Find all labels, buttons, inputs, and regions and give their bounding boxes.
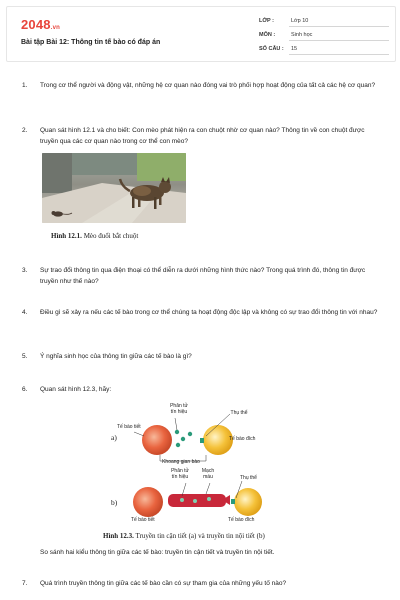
question-number: 6.	[22, 386, 28, 393]
signal-molecule	[188, 432, 192, 436]
signal-molecule	[180, 498, 184, 502]
logo-text: 2048	[21, 17, 51, 32]
question-number: 4.	[22, 309, 28, 316]
question-text: Quan sát hình 12.1 và cho biết: Con mèo phát hiện ra con chuột nhờ cơ quan nào? Thông tin về con chuột được truyền qua các cơ quan nào trong cơ thể con mèo?	[40, 127, 365, 145]
cat-mouse-illustration	[42, 153, 186, 223]
page-title: Bài tập Bài 12: Thông tin tế bào có đáp án	[21, 39, 161, 46]
diagram-b-label: b)	[111, 498, 118, 507]
meta-divider	[289, 54, 389, 55]
question-text: Ý nghĩa sinh học của thông tin giữa các tế bào là gì?	[40, 353, 192, 360]
meta-subject-label: MÔN :	[259, 32, 276, 38]
question-text: Trong cơ thể người và động vật, những hệ cơ quan nào đóng vai trò phối hợp hoạt động của tất cả các hệ cơ quan?	[40, 82, 376, 89]
signal-molecule	[207, 497, 211, 501]
question-number: 3.	[22, 267, 28, 274]
label-secreting-cell-b: Tế bào tiết	[131, 517, 155, 523]
figure-12-1-caption	[51, 232, 138, 240]
label-intercellular-space: Khoang gian bào	[162, 459, 200, 465]
meta-divider	[289, 40, 389, 41]
caption-text: Truyền tin cận tiết (a) và truyền tin nội tiết (b)	[133, 532, 265, 540]
meta-count-label: SỐ CÂU :	[259, 46, 284, 52]
question-text: Quan sát hình 12.3, hãy:	[40, 386, 112, 393]
question-number: 1.	[22, 82, 28, 89]
question-text: Điều gì sẽ xảy ra nếu các tế bào trong cơ thể chúng ta hoạt động độc lập và không có sự trao đổi thông tin với nhau?	[40, 309, 378, 316]
site-logo[interactable]	[21, 17, 60, 32]
meta-class-row	[259, 15, 389, 29]
caption-label: Hình 12.1.	[51, 232, 82, 240]
question-text: Sự trao đổi thông tin qua điện thoại có thể diễn ra dưới những hình thức nào? Trong quá trình đó, thông tin được truyền như thế nào?	[40, 267, 366, 285]
diagram-a-label: a)	[111, 433, 117, 442]
meta-info	[259, 15, 389, 57]
question-number: 7.	[22, 580, 28, 587]
meta-count-row	[259, 43, 389, 57]
meta-subject-row	[259, 29, 389, 43]
signal-molecule	[193, 499, 197, 503]
label-secreting-cell-a: Tế bào tiết	[117, 424, 141, 430]
worksheet-header	[6, 6, 396, 62]
receptor	[231, 499, 235, 504]
signal-molecule	[176, 443, 180, 447]
meta-count-value: 15	[291, 46, 298, 52]
question-number: 2.	[22, 127, 28, 134]
caption-label: Hình 12.3.	[103, 532, 134, 540]
label-receptor-b: Thụ thể	[240, 475, 257, 481]
figure-12-3-caption	[103, 532, 265, 540]
blood-vessel	[168, 494, 226, 507]
signal-molecule	[181, 437, 185, 441]
meta-divider	[289, 26, 389, 27]
cat-chasing-mouse-photo	[42, 153, 186, 223]
signal-molecule	[175, 430, 179, 434]
meta-class-value: Lớp 10	[291, 18, 309, 24]
question-number: 5.	[22, 353, 28, 360]
label-target-cell-b: Tế bào đích	[228, 517, 255, 523]
label-target-cell-a: Tế bào đích	[229, 436, 256, 442]
caption-text: Mèo đuổi bắt chuột	[81, 232, 139, 240]
question-6-followup	[40, 547, 275, 558]
label-signal-molecule-a: Phân tử tín hiệu	[170, 403, 188, 415]
label-signal-molecule-b: Phân tử tín hiệu	[171, 468, 189, 480]
label-receptor-a: Thụ thể	[230, 410, 248, 416]
meta-subject-value: Sinh học	[291, 32, 313, 38]
meta-class-label: LỚP :	[259, 18, 274, 24]
logo-suffix: .vn	[50, 25, 61, 31]
question-text: Quá trình truyền thông tin giữa các tế bào cần có sự tham gia của những yếu tố nào?	[40, 580, 287, 587]
receptor	[200, 438, 204, 443]
secreting-cell-b	[133, 487, 163, 517]
label-blood-vessel: Mạch máu	[201, 468, 215, 480]
followup-text: So sánh hai kiểu thông tin giữa các tế bào: truyền tin cận tiết và truyền tin nội tiết.	[40, 549, 275, 556]
